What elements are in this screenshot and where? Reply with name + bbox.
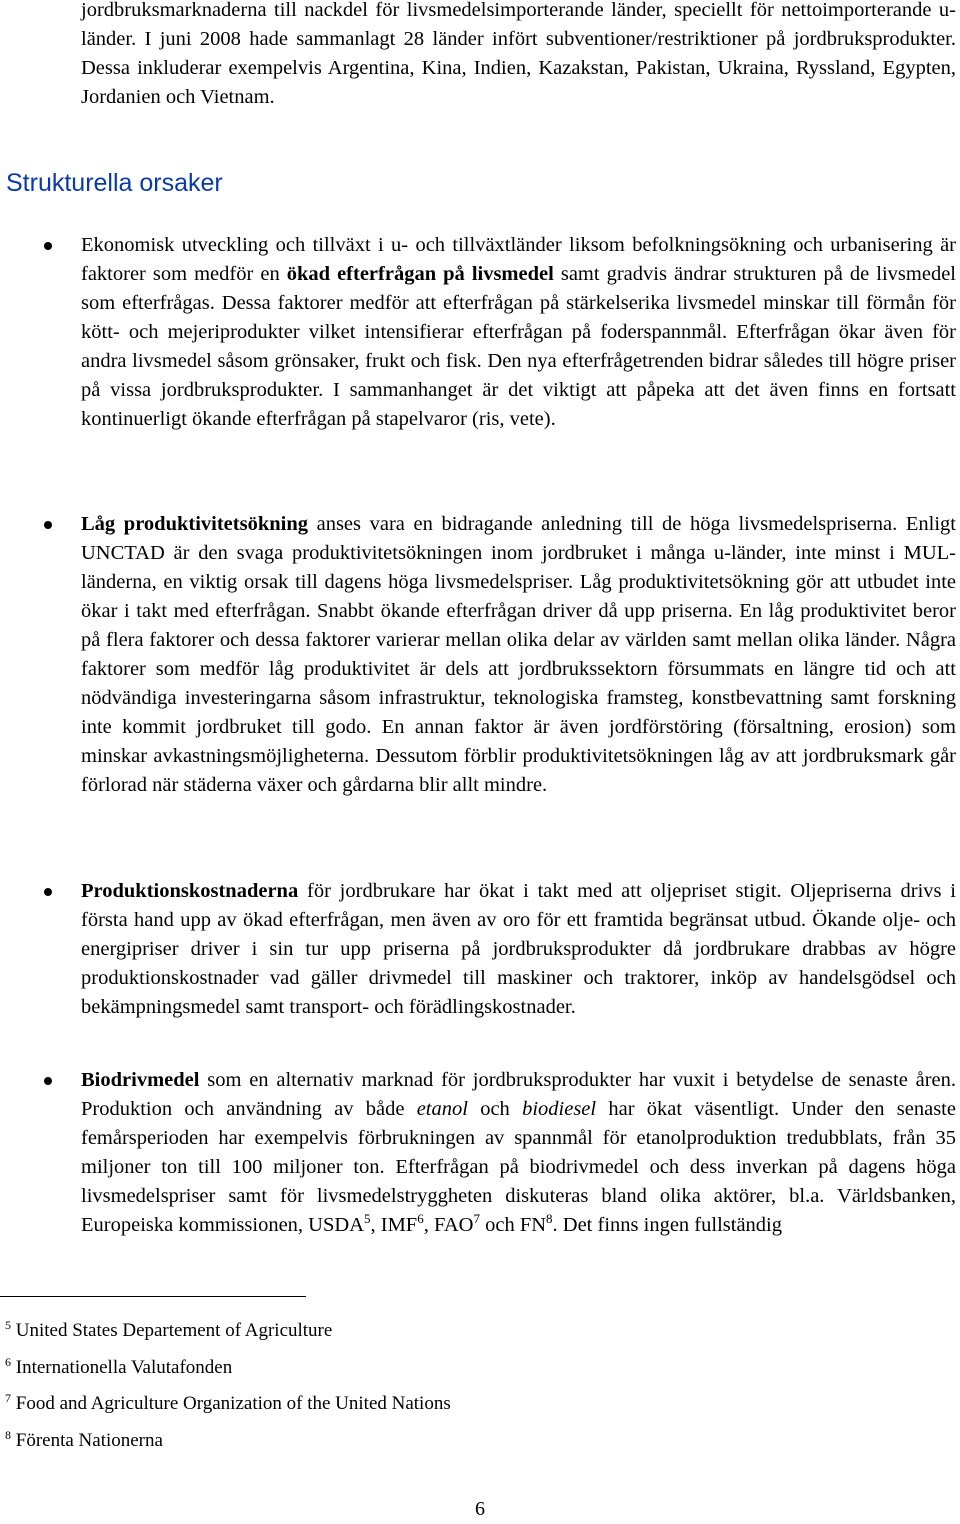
footnote-ref[interactable]: 7 <box>473 1211 480 1226</box>
bullet-marker <box>44 521 52 529</box>
text-run: samt gradvis ändrar strukturen på de livsmedel som efterfrågas. Dessa faktorer medför att efterfrågan på stärkelserika livsmedel minskar till förmån för kött- och mejeriprodukter vilket intensifierar efterfrågan på foderspannmål. Efterfrågan ökar även för andra livsmedel såsom grönsaker, frukt och fisk. Den nya efterfrågetrenden bidrar således till högre priser på vissa jordbruksprodukter. I sammanhanget är det viktigt att påpeka att det även finns en fortsatt kontinuerligt ökande efterfrågan på stapelvaror (ris, vete). <box>81 263 956 430</box>
footnote-number: 5 <box>5 1318 11 1332</box>
bold-term: Biodrivmedel <box>81 1069 200 1091</box>
text-run: har ökat väsentligt. Under den senaste femårsperioden har exempelvis förbrukningen av spannmål för etanolproduktion tredubblats, från 35 miljoner ton till 100 miljoner ton. Efterfrågan på biodrivmedel och dess inverkan på dagens höga livsmedelspriser samt för livsmedelstryggheten diskuteras bland olika aktörer, bl.a. Världsbanken, Europeiska kommissionen, USDA <box>81 1098 956 1236</box>
bold-term: ökad efterfrågan på livsmedel <box>286 263 554 285</box>
text-run: anses vara en bidragande anledning till de höga livsmedelspriserna. Enligt UNCTAD är den svaga produktivitetsökningen inom jordbruket i många u-länder, inte minst i MUL-länderna, en viktig orsak till dagens höga livsmedelspriser. Låg produktivitetsökning gör att utbudet inte ökar i takt med efterfrågan. Snabbt ökande efterfrågan driver då upp priserna. En låg produktivitet beror på flera faktorer och dessa faktorer varierar mellan olika delar av världen samt mellan olika länder. Några faktorer som medför låg produktivitet är dels att jordbrukssektorn försummats en längre tid och att nödvändiga investeringarna såsom infrastruktur, teknologiska framsteg, konstbevattning samt forskning inte kommit jordbruket till godo. En annan faktor är även jordförstöring (försaltning, erosion) som minskar avkastningsmöjligheterna. Dessutom förblir produktivitetsökningen låg av att jordbruksmark går förlorad när städerna växer och gårdarna blir allt mindre. <box>81 513 957 796</box>
footnote <box>5 1429 163 1453</box>
text-run: och <box>467 1098 523 1120</box>
footnote <box>5 1356 232 1380</box>
footnote <box>5 1319 332 1343</box>
italic-term: biodiesel <box>522 1098 597 1120</box>
bullet-paragraph-costs <box>81 877 956 1022</box>
footnote-divider <box>0 1296 306 1297</box>
bullet-marker <box>44 1077 52 1085</box>
bullet-paragraph-productivity <box>81 510 956 800</box>
text-run: för jordbrukare har ökat i takt med att oljepriset stigit. Oljepriserna drivs i första hand upp av ökad efterfrågan, men även av oro för ett framtida begränsat utbud. Ökande olje- och energipriser driver i sin tur upp priserna på jordbruksprodukter då jordbrukare drabbas av högre produktionskostnader vad gäller drivmedel till maskiner och traktorer, inköp av handelsgödsel och bekämpningsmedel samt transport- och förädlingskostnader. <box>81 880 956 1018</box>
intro-text: jordbruksmarknaderna till nackdel för livsmedelsimporterande länder, speciellt för nettoimporterande u-länder. I juni 2008 hade sammanlagt 28 länder infört subventioner/restriktioner på jordbruksprodukter. Dessa inkluderar exempelvis Argentina, Kina, Indien, Kazakstan, Pakistan, Ukraina, Ryssland, Egypten, Jordanien och Vietnam. <box>81 0 956 108</box>
bold-term: Låg produktivitetsökning <box>81 513 308 535</box>
footnote-number: 8 <box>5 1428 11 1442</box>
bullet-marker <box>44 242 52 250</box>
footnote-ref[interactable]: 5 <box>364 1211 371 1226</box>
bullet-paragraph-biofuels <box>81 1066 956 1240</box>
bullet-marker <box>44 888 52 896</box>
intro-paragraph <box>81 0 956 112</box>
footnote-number: 7 <box>5 1391 11 1405</box>
footnote-number: 6 <box>5 1355 11 1369</box>
footnote-text: Förenta Nationerna <box>11 1430 163 1451</box>
footnote-text: Internationella Valutafonden <box>11 1357 233 1378</box>
footnote-text: Food and Agriculture Organization of the United Nations <box>11 1393 451 1414</box>
text-run: , FAO <box>423 1214 474 1236</box>
text-run: , IMF <box>370 1214 418 1236</box>
text-run: . Det finns ingen fullständig <box>552 1214 782 1236</box>
page-number: 6 <box>475 1498 485 1520</box>
text-run: som en alternativ marknad för jordbruksprodukter har vuxit i betydelse de senaste åren. Produktion och användning av både <box>81 1069 956 1120</box>
bold-term: Produktionskostnaderna <box>81 880 299 902</box>
footnote-text: United States Departement of Agriculture <box>11 1320 333 1341</box>
bullet-paragraph-demand <box>81 231 956 434</box>
footnote-ref[interactable]: 6 <box>417 1211 424 1226</box>
footnote-ref[interactable]: 8 <box>546 1211 553 1226</box>
text-run: och FN <box>479 1214 547 1236</box>
section-heading: Strukturella orsaker <box>6 169 223 197</box>
text-run: Ekonomisk utveckling och tillväxt i u- och tillväxtländer liksom befolkningsökning och urbanisering är faktorer som medför en <box>81 234 956 285</box>
footnote <box>5 1392 451 1416</box>
italic-term: etanol <box>416 1098 468 1120</box>
